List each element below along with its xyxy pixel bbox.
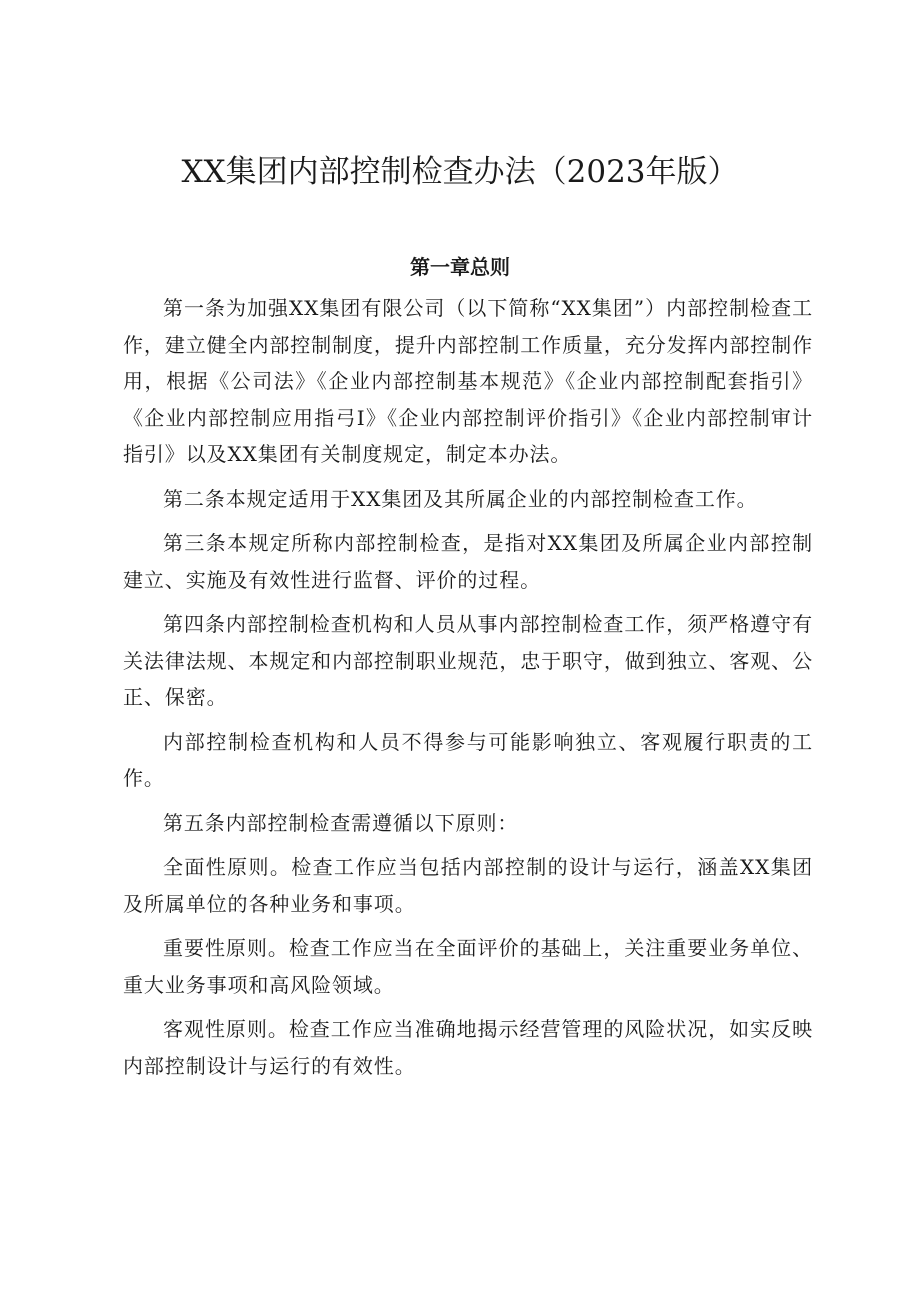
paragraph-article-4: 第四条内部控制检查机构和人员从事内部控制检查工作，须严格遵守有关法律法规、本规定和内部控制职业规范，忠于职守，做到独立、客观、公正、保密。 [123, 612, 813, 709]
paragraph-principle-objectivity: 客观性原则。检查工作应当准确地揭示经营管理的风险状况，如实反映内部控制设计与运行的有效性。 [123, 1017, 813, 1078]
paragraph-principle-comprehensive: 全面性原则。检查工作应当包括内部控制的设计与运行，涵盖XX集团及所属单位的各种业务和事项。 [123, 855, 813, 916]
paragraph-principle-importance: 重要性原则。检查工作应当在全面评价的基础上，关注重要业务单位、重大业务事项和高风险领域。 [123, 936, 813, 997]
paragraph-article-1: 第一条为加强XX集团有限公司（以下简称“XX集团”）内部控制检查工作，建立健全内部控制制度，提升内部控制工作质量，充分发挥内部控制作用，根据《公司法》《企业内部控制基本规范》《企业内部控制配套指引》《企业内部控制应用指弓I》《企业内部控制评价指引》《企业内部控制审计指引》以及XX集团有关制度规定，制定本办法。 [123, 296, 813, 466]
document-body [123, 290, 813, 1092]
chapter-heading: 第一章总则 [410, 255, 510, 279]
paragraph-article-3: 第三条本规定所称内部控制检查，是指对XX集团及所属企业内部控制建立、实施及有效性进行监督、评价的过程。 [123, 531, 813, 592]
paragraph-article-4-supplement: 内部控制检查机构和人员不得参与可能影响独立、客观履行职责的工作。 [123, 729, 813, 790]
paragraph-article-2: 第二条本规定适用于XX集团及其所属企业的内部控制检查工作。 [163, 486, 758, 511]
document-title: XX集团内部控制检查办法（2023年版） [181, 154, 739, 190]
paragraph-article-5: 第五条内部控制检查需遵循以下原则： [163, 810, 519, 835]
